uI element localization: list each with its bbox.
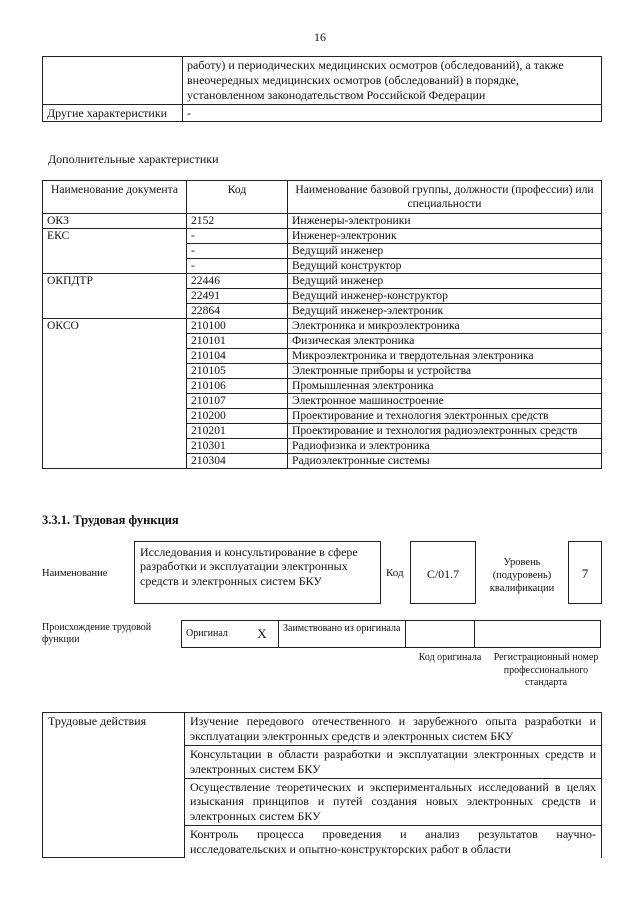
name-cell: Микроэлектроника и твердотельная электроника (288, 348, 602, 363)
section-title: 3.3.1. Трудовая функция (42, 513, 179, 527)
original-mark: X (246, 621, 279, 648)
table-row (43, 228, 602, 243)
labor-action-item: Осуществление теоретических и экспериментальных исследований в целях изыскания принципов и путей создания новых электронных средств и электронных систем БКУ (185, 778, 602, 826)
code-cell: 210106 (187, 378, 288, 393)
qualification-level-value: 7 (568, 541, 602, 604)
additional-characteristics-heading: Дополнительные характеристики (48, 152, 219, 166)
code-cell: 210100 (187, 318, 288, 333)
code-cell: 22491 (187, 288, 288, 303)
labor-action-item: Консультации в области разработки и эксплуатации электронных средств и электронных систем БКУ (185, 745, 602, 778)
function-name-label: Наименование (42, 568, 108, 579)
name-cell: Электронное машиностроение (288, 393, 602, 408)
name-cell: Ведущий инженер-электроник (288, 303, 602, 318)
name-cell: Радиофизика и электроника (288, 439, 602, 454)
code-cell: 22446 (187, 273, 288, 288)
doc-okz: ОКЗ (43, 213, 187, 228)
name-cell: Электронные приборы и устройства (288, 363, 602, 378)
code-cell: - (187, 258, 288, 273)
other-characteristics-value: - (183, 104, 602, 121)
name-cell: Радиоэлектронные системы (288, 454, 602, 469)
name-cell: Ведущий инженер (288, 243, 602, 258)
name-cell: Ведущий инженер-конструктор (288, 288, 602, 303)
code-cell: - (187, 243, 288, 258)
code-cell: 210104 (187, 348, 288, 363)
table-row (43, 57, 602, 105)
origin-label: Происхождение трудовой функции (42, 622, 152, 645)
reg-number-label: Регистрационный номер профессионального стандарта (493, 652, 599, 688)
doc-okpdtr: ОКПДТР (43, 273, 187, 318)
code-cell: - (187, 228, 288, 243)
name-cell: Инженер-электроник (288, 228, 602, 243)
code-cell: 210105 (187, 363, 288, 378)
page-number: 16 (314, 30, 326, 44)
labor-action-item: Контроль процесса проведения и анализ результатов научно-исследовательских и опытно-конструкторских работ в области (185, 826, 602, 858)
header-code: Код (187, 181, 288, 214)
table-cell (43, 57, 183, 105)
name-cell: Промышленная электроника (288, 378, 602, 393)
code-cell: 210201 (187, 423, 288, 438)
continuation-text: работу) и периодических медицинских осмотров (обследований), а также внеочередных медицинских осмотров (обследований) в порядке, установленном законодательством Российской Федерации (183, 57, 602, 105)
name-cell: Ведущий конструктор (288, 258, 602, 273)
qualification-level-label: Уровень (подуровень) квалификации (489, 557, 555, 595)
origin-table (181, 620, 601, 648)
qualification-requirements-table (42, 56, 602, 122)
code-cell: 22864 (187, 303, 288, 318)
table-row (43, 104, 602, 121)
code-label: Код (386, 567, 404, 579)
code-cell: 210200 (187, 408, 288, 423)
table-row (182, 621, 601, 648)
header-name: Наименование базовой группы, должности (профессии) или специальности (288, 181, 602, 214)
labor-actions-table (42, 712, 602, 858)
code-cell: 210101 (187, 333, 288, 348)
original-label: Оригинал (182, 621, 247, 648)
table-row (43, 318, 602, 333)
name-cell: Ведущий инженер (288, 273, 602, 288)
name-cell: Физическая электроника (288, 333, 602, 348)
name-cell: Инженеры-электроники (288, 213, 602, 228)
doc-eks: ЕКС (43, 228, 187, 273)
code-cell: 2152 (187, 213, 288, 228)
header-doc: Наименование документа (43, 181, 187, 214)
table-row (43, 273, 602, 288)
orig-code-cell (406, 621, 475, 648)
table-row (43, 213, 602, 228)
code-cell: 210107 (187, 393, 288, 408)
name-cell: Проектирование и технология радиоэлектронных средств (288, 423, 602, 438)
table-header-row (43, 181, 602, 214)
borrowed-label: Заимствовано из оригинала (279, 621, 406, 648)
other-characteristics-label: Другие характеристики (43, 104, 183, 121)
labor-actions-label: Трудовые действия (43, 713, 185, 858)
additional-characteristics-table (42, 180, 602, 469)
table-row (43, 713, 602, 746)
name-cell: Проектирование и технология электронных средств (288, 408, 602, 423)
code-cell: 210301 (187, 439, 288, 454)
labor-action-item: Изучение передового отечественного и зарубежного опыта разработки и эксплуатации электронных средств и электронных систем БКУ (185, 713, 602, 746)
orig-code-label: Код оригинала (418, 652, 482, 663)
code-cell: 210304 (187, 454, 288, 469)
code-value: С/01.7 (410, 541, 476, 604)
function-name-value: Исследования и консультирование в сфере разработки и эксплуатации электронных средств и электронных систем БКУ (134, 541, 381, 604)
name-cell: Электроника и микроэлектроника (288, 318, 602, 333)
reg-number-cell (475, 621, 601, 648)
doc-okso: ОКСО (43, 318, 187, 468)
